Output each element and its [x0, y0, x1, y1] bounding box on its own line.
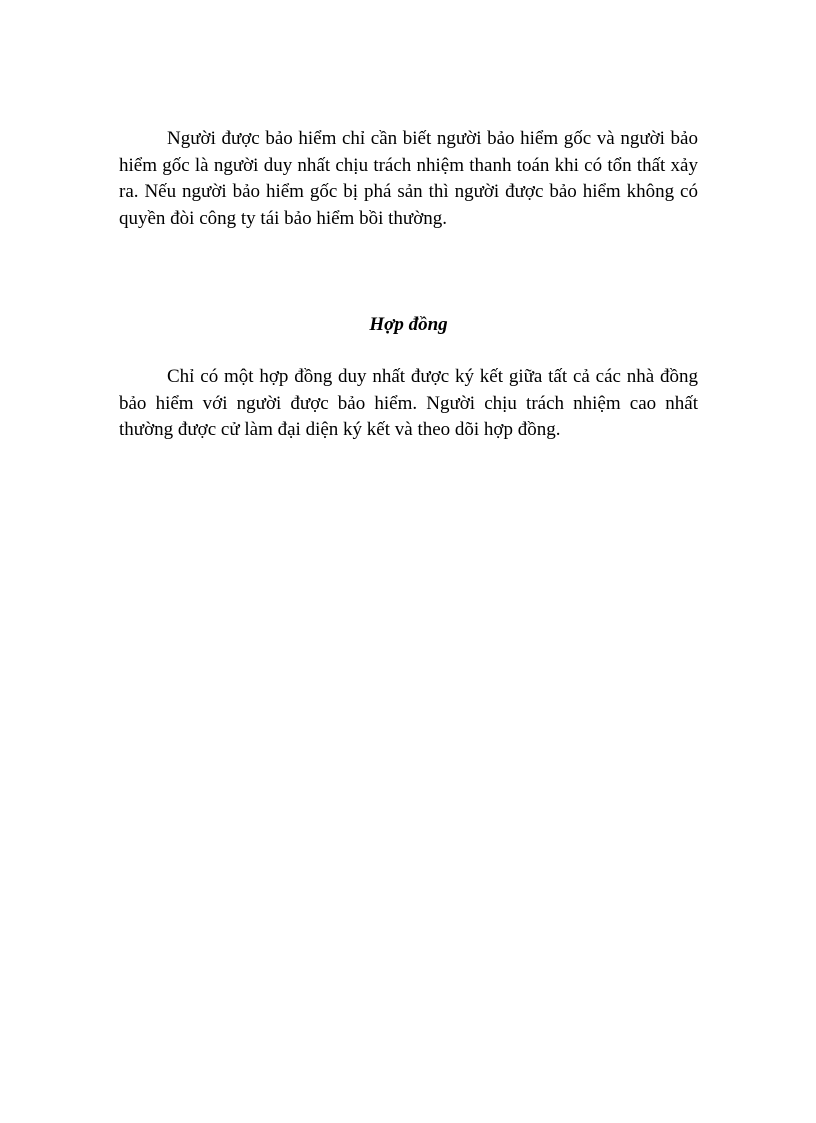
body-paragraph: Chỉ có một hợp đồng duy nhất được ký kết giữa tất cả các nhà đồng bảo hiểm với người được bảo hiểm. Người chịu trách nhiệm cao nhất thường được cử làm đại diện ký kết và theo dõi hợp đồng.	[119, 366, 698, 440]
body-paragraph: Người được bảo hiểm chỉ cần biết người bảo hiểm gốc và người bảo hiểm gốc là người duy nhất chịu trách nhiệm thanh toán khi có tổn thất xảy ra. Nếu người bảo hiểm gốc bị phá sản thì người được bảo hiểm không có quyền đòi công ty tái bảo hiểm bồi thường.	[119, 128, 698, 229]
section-heading: Hợp đồng	[369, 314, 448, 335]
